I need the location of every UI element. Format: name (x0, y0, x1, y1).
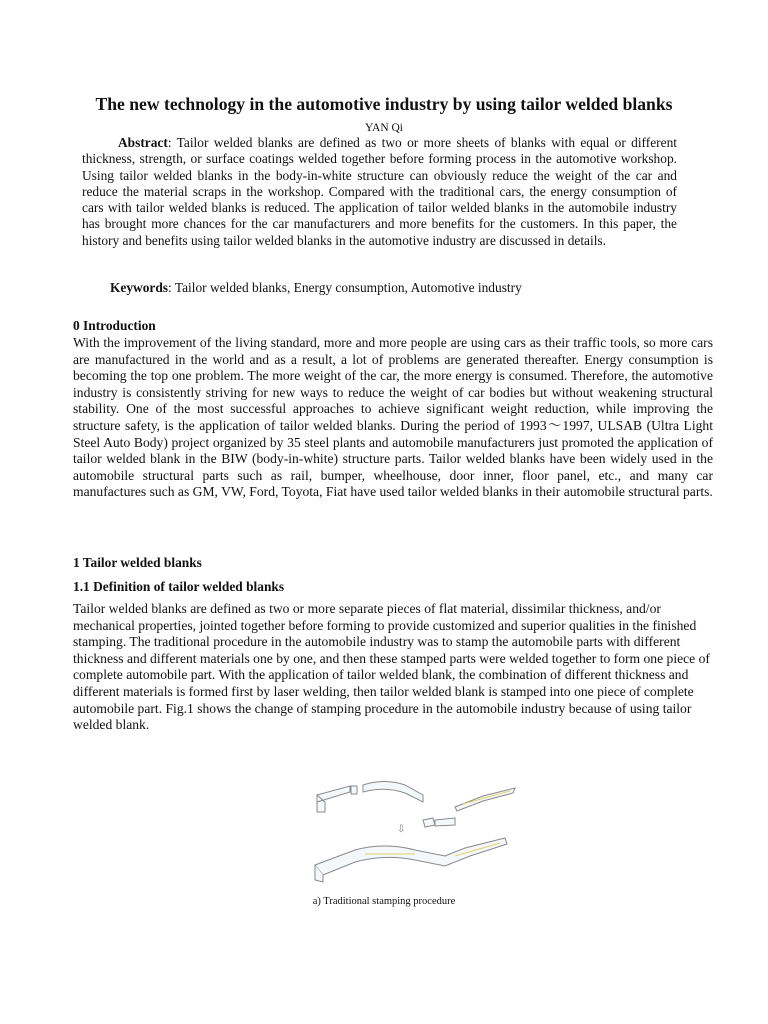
introduction-paragraph: With the improvement of the living standard, more and more people are using cars as their traffic tools, so more cars are manufactured in the world and as a result, a lot of problems are generated thereafter. Energy consumption is becoming the top one problem. The more weight of the car, the more energy is consumed. Therefore, the automotive industry is consistently striving for new ways to reduce the weight of car bodies but without weakening structural stability. One of the most successful approaches to achieve significant weight reduction, while improving the structure safety, is the application of tailor welded blanks. During the period of 1993～1997, ULSAB (Ultra Light Steel Auto Body) project organized by 35 steel plants and automobile manufacturers just promoted the application of tailor welded blank in the BIW (body-in-white) structure parts. Tailor welded blanks have been widely used in the automobile structural parts such as rail, bumper, wheelhouse, door inner, floor panel, etc., and many car manufactures such as GM, VW, Ford, Toyota, Fiat have used tailor welded blanks in their automobile structural parts. (73, 335, 713, 500)
paper-title: The new technology in the automotive industry by using tailor welded blanks (95, 94, 673, 114)
figure-caption: a) Traditional stamping procedure (312, 896, 456, 907)
abstract-text: : Tailor welded blanks are defined as two or more sheets of blanks with equal or different thickness, strength, or surface coatings welded together before forming process in the automotive workshop. Using tailor welded blanks in the body-in-white structure can obviously reduce the weight of the car and reduce the material scraps in the workshop. Compared with the traditional cars, the energy consumption of cars with tailor welded blanks is reduced. The application of tailor welded blanks in the automobile industry has brought more chances for the car manufacturers and more benefits for the customers. In this paper, the history and benefits using tailor welded blanks in the automotive industry are discussed in details. (82, 135, 677, 248)
keywords-line (110, 279, 522, 296)
stamped-part-small (351, 786, 357, 794)
stamped-part-middle (363, 782, 423, 803)
down-arrow-icon: ⇩ (397, 824, 406, 835)
definition-paragraph: Tailor welded blanks are defined as two or more separate pieces of flat material, dissimilar thickness, and/or mechanical properties, jointed together before forming to provide customized and superior qualities in the finished stamping. The traditional procedure in the automobile industry was to stamp the automobile parts with different thickness and different materials one by one, and then these stamped parts were welded together to form one piece of complete automobile part. With the application of tailor welded blank, the combination of different thickness and different materials is formed first by laser welding, then tailor welded blank is stamped into one piece of complete automobile part. Fig.1 shows the change of stamping procedure in the automobile industry because of using tailor welded blank. (73, 601, 710, 733)
keywords-text: : Tailor welded blanks, Energy consumption, Automotive industry (168, 280, 522, 295)
stamped-part-right (455, 788, 515, 811)
welded-complete-part (315, 838, 507, 875)
subsection-heading-definition: 1.1 Definition of tailor welded blanks (73, 579, 285, 594)
keywords-label: Keywords (110, 280, 169, 295)
stamped-part-piece-a (423, 818, 435, 827)
section-heading-tailor-welded-blanks: 1 Tailor welded blanks (73, 555, 202, 570)
stamping-procedure-figure (305, 780, 520, 892)
abstract-label: Abstract (118, 135, 168, 150)
author-name: YAN Qi (364, 122, 403, 134)
stamped-part-piece-b (435, 818, 455, 826)
section-heading-introduction: 0 Introduction (73, 318, 156, 333)
stamped-part-left (317, 786, 350, 812)
abstract-paragraph (82, 135, 677, 249)
